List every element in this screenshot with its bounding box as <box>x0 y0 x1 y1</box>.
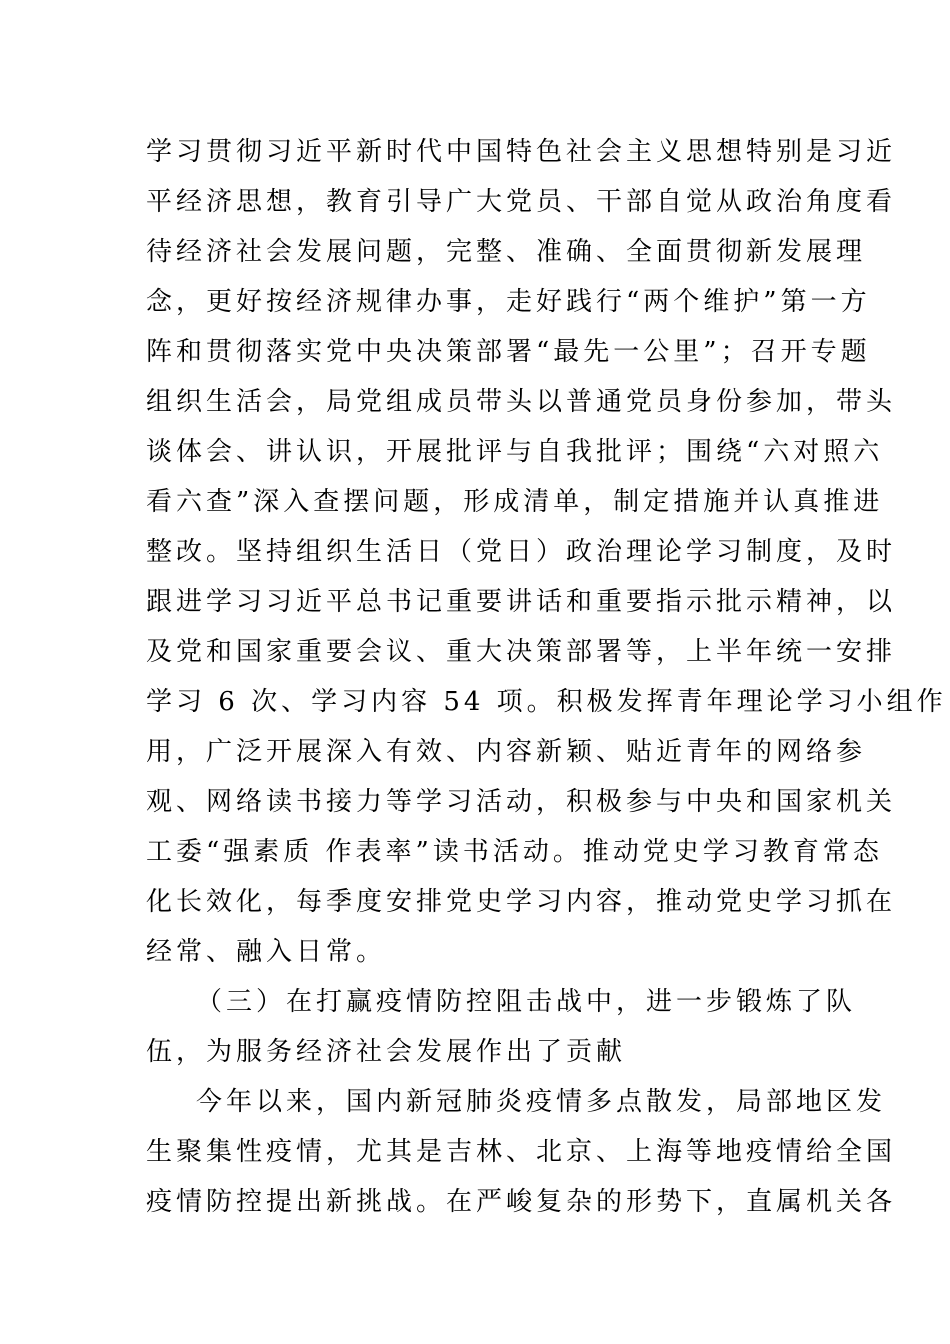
paragraph-1-line: 整改。坚持组织生活日（党日）政治理论学习制度，及时 <box>146 537 897 567</box>
paragraph-2-line: 疫情防控提出新挑战。在严峻复杂的形势下，直属机关各 <box>146 1187 897 1217</box>
document-body <box>146 127 947 1227</box>
paragraph-1-line: 用，广泛开展深入有效、内容新颖、贴近青年的网络参 <box>146 737 867 767</box>
paragraph-1-line: 念，更好按经济规律办事，走好践行“两个维护”第一方 <box>146 287 871 317</box>
paragraph-2-line: 今年以来，国内新冠肺炎疫情多点散发，局部地区发 <box>196 1087 887 1117</box>
paragraph-1-line: 组织生活会，局党组成员带头以普通党员身份参加，带头 <box>146 387 897 417</box>
paragraph-1-line: 阵和贯彻落实党中央决策部署“最先一公里”；召开专题 <box>146 337 871 367</box>
paragraph-1-line: 谈体会、讲认识，开展批评与自我批评；围绕“六对照六 <box>146 437 884 467</box>
paragraph-1-line: 跟进学习习近平总书记重要讲话和重要指示批示精神，以 <box>146 587 897 617</box>
paragraph-1-line: 学习 6 次、学习内容 54 项。积极发挥青年理论学习小组作 <box>146 687 947 717</box>
section-heading-line: （三）在打赢疫情防控阻击战中，进一步锻炼了队 <box>196 987 857 1017</box>
paragraph-1-line: 平经济思想，教育引导广大党员、干部自觉从政治角度看 <box>146 187 897 217</box>
paragraph-1-line: 观、网络读书接力等学习活动，积极参与中央和国家机关 <box>146 787 897 817</box>
paragraph-1-line: 化长效化，每季度安排党史学习内容，推动党史学习抓在 <box>146 887 897 917</box>
paragraph-1-line: 看六查”深入查摆问题，形成清单，制定措施并认真推进 <box>146 487 884 517</box>
paragraph-1-line: 及党和国家重要会议、重大决策部署等，上半年统一安排 <box>146 637 897 667</box>
paragraph-1-line: 待经济社会发展问题，完整、准确、全面贯彻新发展理 <box>146 237 867 267</box>
section-heading-line: 伍，为服务经济社会发展作出了贡献 <box>146 1037 627 1067</box>
paragraph-1-line: 工委“强素质 作表率”读书活动。推动党史学习教育常态 <box>146 837 883 867</box>
paragraph-2-line: 生聚集性疫情，尤其是吉林、北京、上海等地疫情给全国 <box>146 1137 897 1167</box>
paragraph-1-line: 经常、融入日常。 <box>146 937 387 967</box>
paragraph-1-line: 学习贯彻习近平新时代中国特色社会主义思想特别是习近 <box>146 137 897 167</box>
